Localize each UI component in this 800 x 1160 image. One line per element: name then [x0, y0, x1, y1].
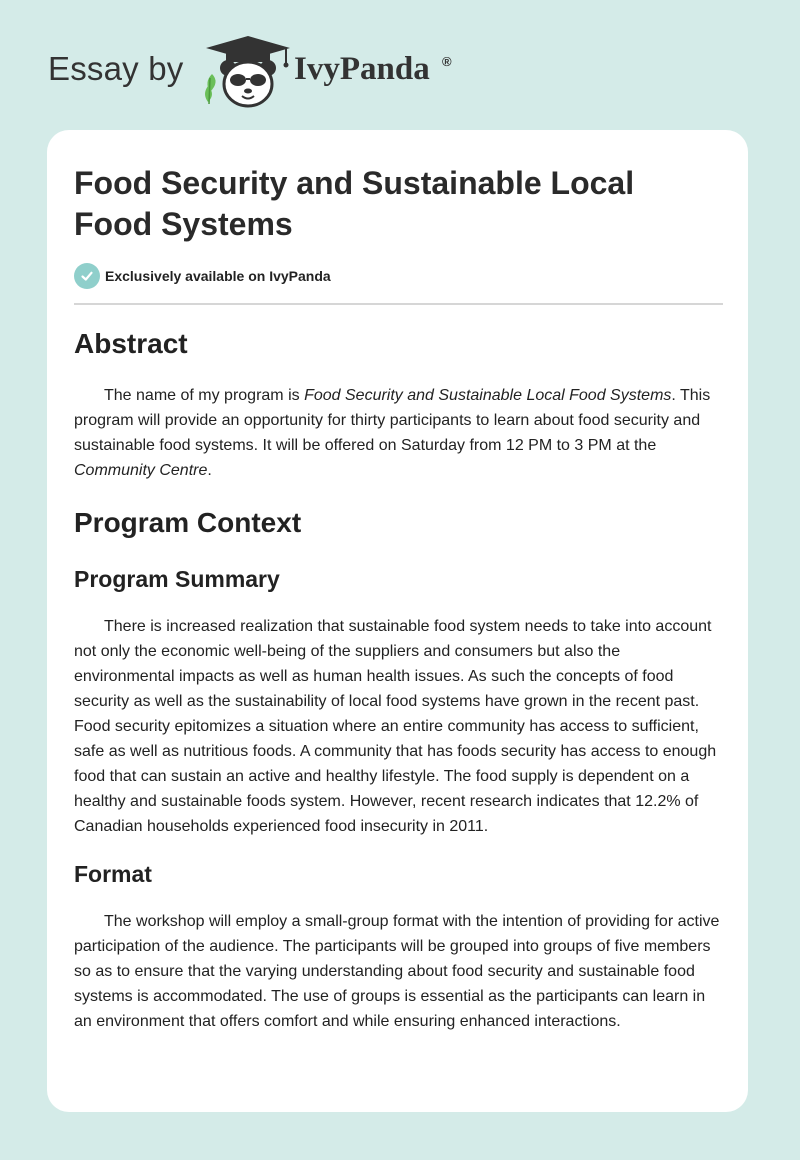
exclusive-text: Exclusively available on IvyPanda	[105, 268, 331, 284]
brand-name[interactable]: IvyPanda	[294, 51, 430, 87]
program-summary-heading: Program Summary	[74, 566, 280, 592]
program-context-heading: Program Context	[74, 507, 302, 538]
format-paragraph: The workshop will employ a small-group format with the intention of providing for active participation of the audience. The participants will be grouped into groups of five members so as to ensure that the varying understanding about food security and sustainable food systems is accommodated. The use of groups is essential as the participants can learn in an environment that offers comfort and while ensuring enhanced interactions.	[74, 913, 720, 1030]
abstract-text-3: .	[207, 462, 212, 479]
brand-prefix: Essay by	[48, 50, 184, 87]
panda-graduate-icon[interactable]	[202, 34, 294, 110]
exclusive-badge	[74, 263, 331, 289]
abstract-paragraph	[74, 383, 724, 483]
essay-body	[74, 324, 724, 1034]
essay-card	[47, 130, 748, 1112]
divider	[74, 303, 723, 305]
program-name: Food Security and Sustainable Local Food Systems	[304, 387, 672, 404]
abstract-text-2: . This program will provide an opportunity for thirty participants to learn about food security and sustainable food systems. It will be offered on Saturday from 12 PM to 3 PM at the	[74, 387, 711, 454]
site-header	[0, 0, 800, 130]
program-summary-paragraph: There is increased realization that sustainable food system needs to take into account not only the economic well-being of the suppliers and consumers but also the environmental impacts as well as human health issues. As such the concepts of food security as well as the sustainability of local food systems have grown in the recent past. Food security epitomizes a situation where an entire community has access to sufficient, safe as well as nutritious foods. A community that has foods security has access to enough food that can sustain an active and healthy lifestyle. The food supply is dependent on a healthy and sustainable foods system. However, recent research indicates that 12.2% of Canadian households experienced food insecurity in 2011.	[74, 618, 717, 835]
abstract-heading: Abstract	[74, 328, 188, 359]
format-heading: Format	[74, 861, 152, 887]
registered-mark: ®	[442, 54, 452, 69]
venue-name: Community Centre	[74, 462, 208, 479]
abstract-text-1: The name of my program is	[104, 387, 305, 404]
essay-title: Food Security and Sustainable Local Food Systems	[74, 165, 635, 242]
check-icon	[74, 263, 100, 289]
